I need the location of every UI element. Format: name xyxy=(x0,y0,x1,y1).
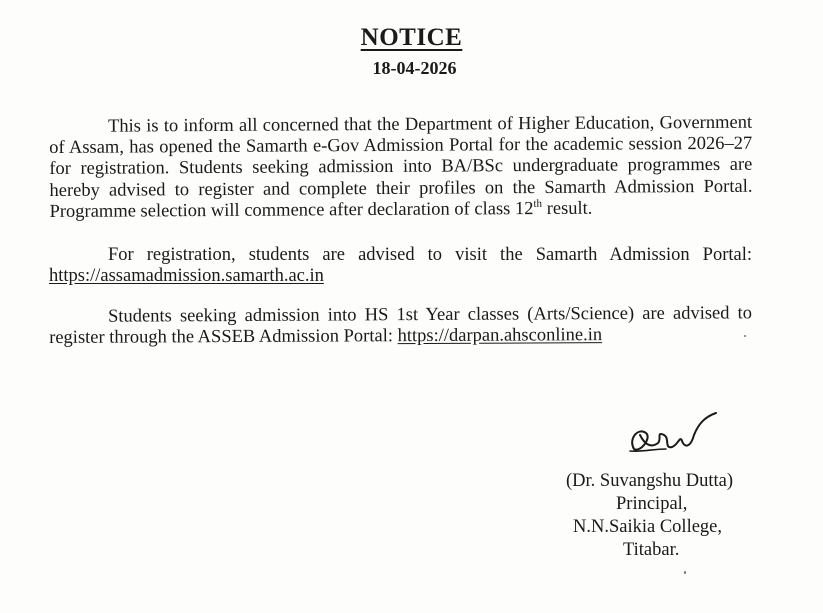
asseb-portal-link[interactable]: https://darpan.ahsconline.in xyxy=(397,325,603,347)
paragraph-intro-text: This is to inform all concerned that the Department of Higher Education, Government of Assam, has opened the Samarth e-Gov Admission Portal for the academic session 2026–27 for registration. Students seeking admission into BA/BSc undergraduate programmes are hereby advised to register and complete their profiles on the Samarth Admission Portal. Programme selection will commence after declaration of class 12 xyxy=(49,112,753,222)
paragraph-hs-admission-text: Students seeking admission into HS 1st Year classes (Arts/Science) are advised to register through the ASSEB Admission Portal: xyxy=(49,303,753,349)
signatory-name: (Dr. Suvangshu Dutta) xyxy=(566,471,733,491)
notice-title xyxy=(0,24,823,52)
samarth-portal-link[interactable]: https://assamadmission.samarth.ac.in xyxy=(49,266,324,287)
signatory-institution: N.N.Saikia College, xyxy=(573,517,723,537)
paragraph-registration xyxy=(49,245,752,287)
paragraph-hs-admission xyxy=(49,303,752,349)
signature-icon xyxy=(620,405,720,467)
paper-speck xyxy=(744,335,746,337)
paragraph-intro-tail: result. xyxy=(541,198,593,219)
paragraph-registration-text: For registration, students are advised to visit the Samarth Admission Portal: xyxy=(108,245,752,265)
notice-date: 18-04-2026 xyxy=(372,58,457,78)
paper-speck xyxy=(684,571,686,574)
superscript-th: th xyxy=(533,197,543,210)
notice-title-text: NOTICE xyxy=(360,24,463,51)
signatory-designation: Principal, xyxy=(616,494,688,514)
signatory-place: Titabar. xyxy=(623,540,680,560)
paragraph-intro xyxy=(49,113,753,223)
